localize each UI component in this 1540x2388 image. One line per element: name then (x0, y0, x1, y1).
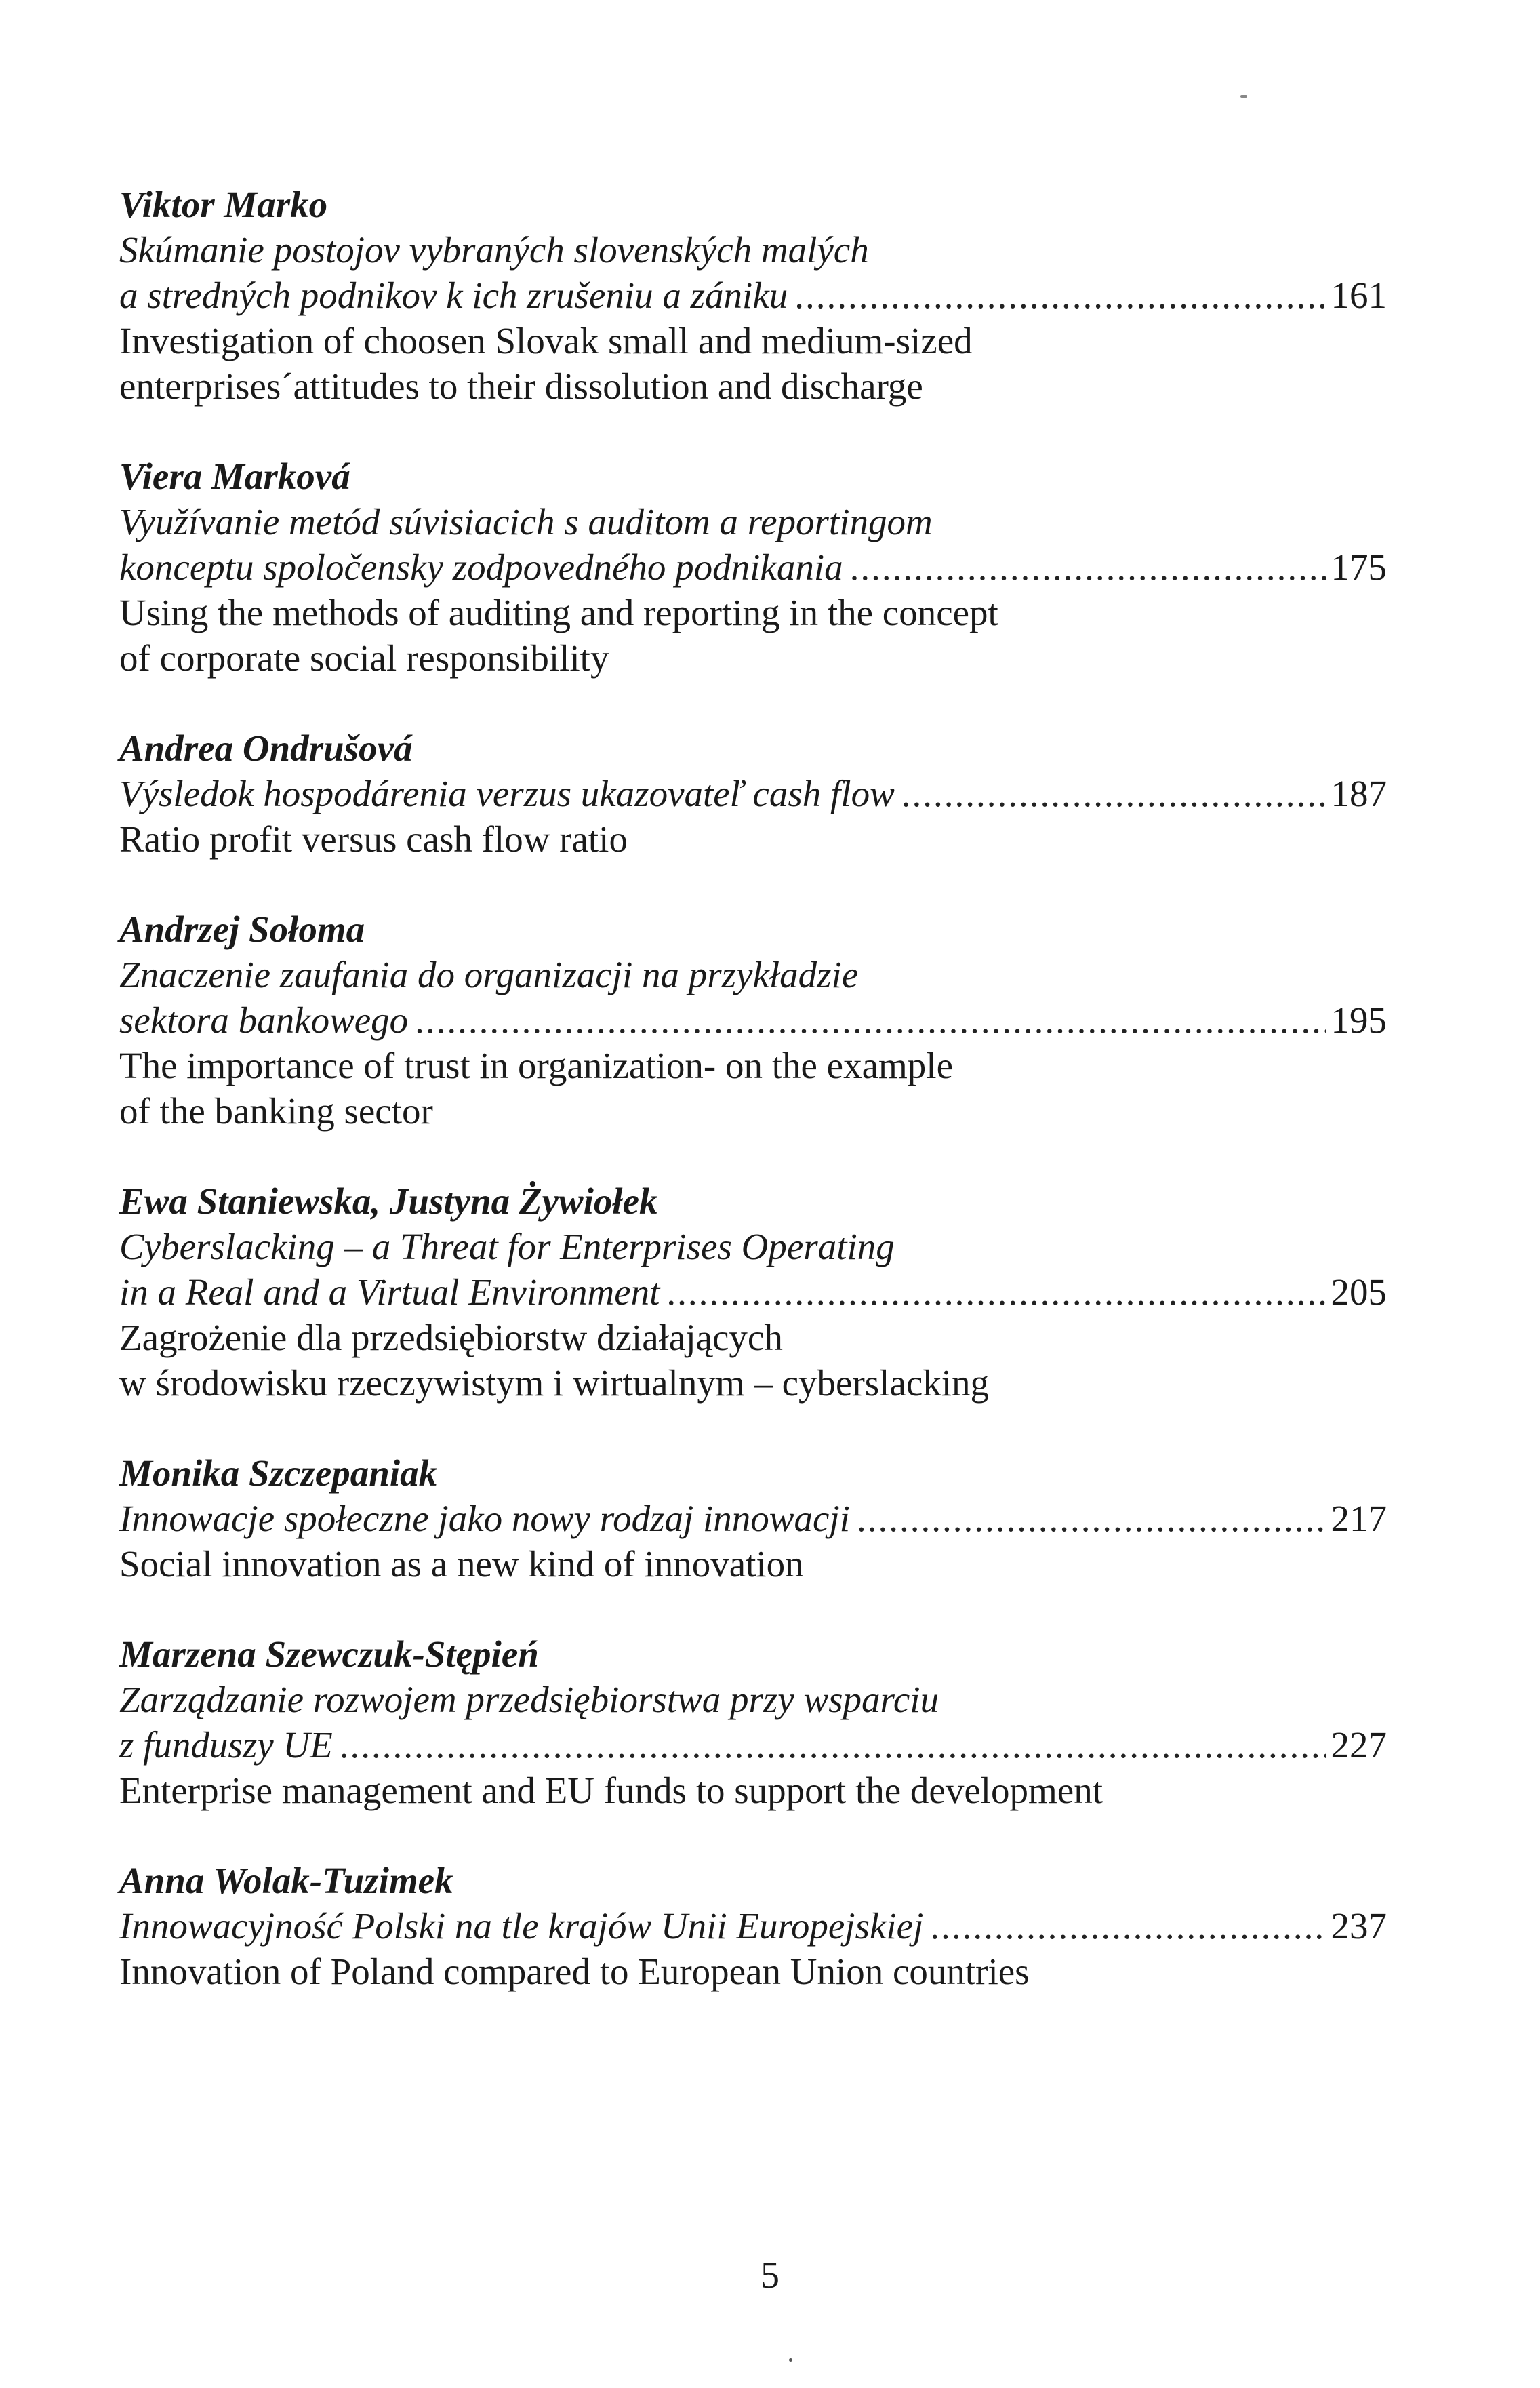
dot-leader (794, 273, 1325, 318)
entry-translation-line: w środowisku rzeczywistym i wirtualnym – cyberslacking (119, 1362, 990, 1404)
entry-title-line: konceptu spoločensky zodpovedného podnikania (119, 546, 843, 588)
entry-translation-line: Social innovation as a new kind of innovation (119, 1543, 804, 1585)
entry-page-number: 161 (1331, 275, 1387, 316)
entry-author: Ewa Staniewska, Justyna Żywiołek (119, 1180, 658, 1222)
entry-author: Viktor Marko (119, 184, 328, 225)
entry-title-line: Cyberslacking – a Threat for Enterprises Operating (119, 1226, 895, 1267)
dot-leader (340, 1722, 1326, 1768)
entry-translation-line: of the banking sector (119, 1090, 433, 1132)
entry-author: Viera Marková (119, 456, 350, 497)
entry-title-line: Innowacje społeczne jako nowy rodzaj innowacji (119, 1498, 850, 1539)
entry-page-number: 227 (1331, 1724, 1387, 1766)
dot-leader (666, 1269, 1325, 1315)
entry-title-row (119, 1722, 1387, 1768)
entry-translation-line: The importance of trust in organization- on the example (119, 1045, 953, 1086)
page-number: 5 (761, 2254, 779, 2296)
entry-title-row (119, 273, 1387, 318)
entry-translation-line: Zagrożenie dla przedsiębiorstw działających (119, 1317, 783, 1358)
entry-page-number: 237 (1331, 1905, 1387, 1947)
entry-translation-line: Investigation of choosen Slovak small and medium-sized (119, 320, 973, 361)
entry-title-row (119, 1903, 1387, 1949)
scan-speck (1240, 95, 1247, 98)
dot-leader (850, 544, 1326, 590)
entry-page-number: 217 (1331, 1498, 1387, 1539)
toc-entry (119, 1450, 1387, 1587)
entry-author: Marzena Szewczuk-Stępień (119, 1633, 539, 1675)
entry-title-row (119, 1496, 1387, 1541)
entry-author: Monika Szczepaniak (119, 1452, 438, 1494)
toc-entry (119, 454, 1387, 681)
dot-leader (857, 1496, 1326, 1541)
entry-page-number: 175 (1331, 546, 1387, 588)
entry-title-line: in a Real and a Virtual Environment (119, 1271, 660, 1313)
entry-title-line: Skúmanie postojov vybraných slovenských malých (119, 229, 869, 271)
entry-translation-line: Innovation of Poland compared to European Union countries (119, 1951, 1030, 1992)
entry-title-line: Výsledok hospodárenia verzus ukazovateľ cash flow (119, 773, 895, 814)
toc-entry (119, 1178, 1387, 1406)
entry-author: Andrea Ondrušová (119, 728, 413, 769)
dot-leader (415, 997, 1325, 1043)
toc-entry (119, 907, 1387, 1134)
entry-page-number: 205 (1331, 1271, 1387, 1313)
entry-translation-line: Enterprise management and EU funds to support the development (119, 1770, 1103, 1811)
entry-translation-line: Ratio profit versus cash flow ratio (119, 818, 628, 860)
entry-page-number: 187 (1331, 773, 1387, 814)
entry-title-line: Znaczenie zaufania do organizacji na przykładzie (119, 954, 859, 995)
entry-title-line: Innowacyjność Polski na tle krajów Unii Europejskiej (119, 1905, 924, 1947)
entry-title-row (119, 1269, 1387, 1315)
entry-author: Anna Wolak-Tuzimek (119, 1860, 453, 1901)
entry-title-row (119, 771, 1387, 816)
entry-translation-line: of corporate social responsibility (119, 637, 609, 679)
entry-title-line: Využívanie metód súvisiacich s auditom a reportingom (119, 501, 933, 542)
entry-title-row (119, 997, 1387, 1043)
entry-title-line: Zarządzanie rozwojem przedsiębiorstwa przy wsparciu (119, 1679, 939, 1720)
entry-author: Andrzej Sołoma (119, 909, 365, 950)
table-of-contents (119, 182, 1387, 1994)
entry-title-line: a stredných podnikov k ich zrušeniu a zániku (119, 275, 788, 316)
entry-title-line: sektora bankowego (119, 999, 409, 1041)
entry-title-row (119, 544, 1387, 590)
scan-dot (789, 2358, 792, 2362)
entry-translation-line: Using the methods of auditing and reporting in the concept (119, 592, 998, 633)
entry-page-number: 195 (1331, 999, 1387, 1041)
toc-entry (119, 182, 1387, 409)
toc-entry (119, 1858, 1387, 1994)
dot-leader (930, 1903, 1325, 1949)
toc-entry (119, 725, 1387, 862)
dot-leader (901, 771, 1326, 816)
entry-title-line: z funduszy UE (119, 1724, 333, 1766)
toc-entry (119, 1631, 1387, 1813)
entry-translation-line: enterprises´attitudes to their dissolution and discharge (119, 365, 923, 407)
